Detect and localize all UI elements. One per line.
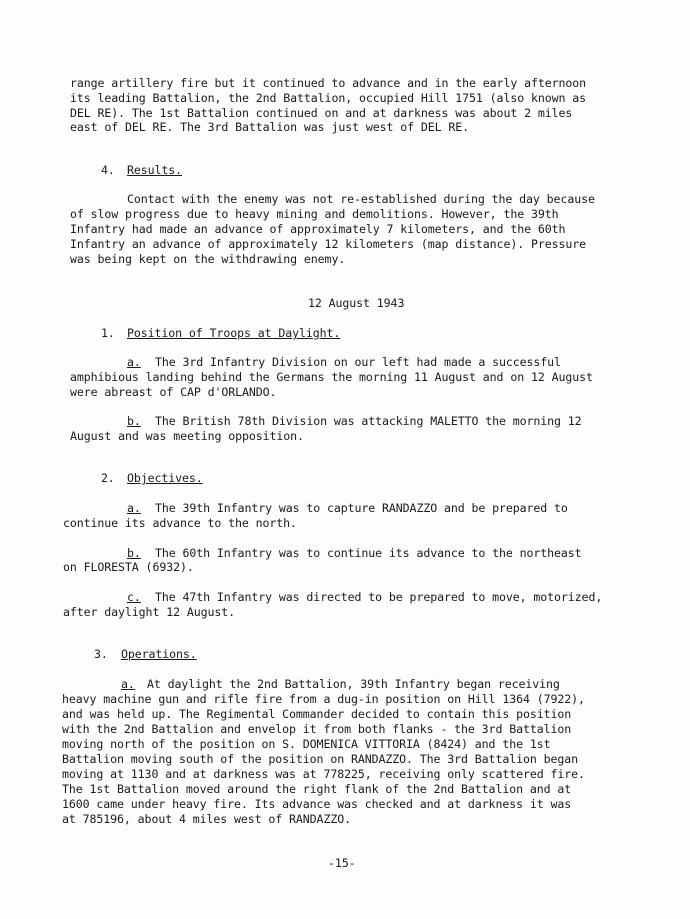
position-heading-number: 1.	[101, 326, 115, 340]
position-heading: Position of Troops at Daylight.	[127, 326, 341, 340]
operations-a-line-3: and was held up. The Regimental Commander decided to contain this position	[62, 707, 572, 721]
results-line-1: Contact with the enemy was not re-established during the day because	[127, 192, 595, 206]
results-line-2: of slow progress due to heavy mining and demolitions. However, the 39th	[70, 207, 559, 221]
continuation-line-1: range artillery fire but it continued to advance and in the early afternoon	[70, 76, 587, 90]
objectives-b-line-1: The 60th Infantry was to continue its advance to the northeast	[155, 546, 582, 560]
operations-a-line-9: 1600 came under heavy fire. Its advance was checked and at darkness it was	[62, 797, 572, 811]
operations-a-line-5: moving north of the position on S. DOMENICA VITTORIA (8424) and the 1st	[62, 737, 551, 751]
operations-a-line-2: heavy machine gun and rifle fire from a dug-in position on Hill 1364 (7922),	[62, 692, 585, 706]
operations-a-line-6: Battalion moving south of the position on RANDAZZO. The 3rd Battalion began	[62, 752, 579, 766]
position-a-line-2: amphibious landing behind the Germans the morning 11 August and on 12 August	[70, 370, 593, 384]
objectives-a-line-2: continue its advance to the north.	[63, 516, 297, 530]
position-a-line-3: were abreast of CAP d'ORLANDO.	[70, 385, 277, 399]
continuation-line-3: DEL RE). The 1st Battalion continued on and at darkness was about 2 miles	[70, 106, 573, 120]
position-a-label: a.	[127, 355, 141, 369]
position-b-label: b.	[127, 414, 141, 428]
operations-a-line-4: with the 2nd Battalion and envelop it from both flanks - the 3rd Battalion	[62, 722, 572, 736]
objectives-c-line-2: after daylight 12 August.	[63, 605, 236, 619]
objectives-a-line-1: The 39th Infantry was to capture RANDAZZO and be prepared to	[155, 501, 568, 515]
results-heading: Results.	[127, 163, 183, 177]
operations-heading: Operations.	[121, 647, 197, 661]
continuation-line-4: east of DEL RE. The 3rd Battalion was just west of DEL RE.	[70, 120, 470, 134]
objectives-b-line-2: on FLORESTA (6932).	[63, 560, 194, 574]
results-line-5: was being kept on the withdrawing enemy.	[70, 252, 346, 266]
objectives-a-label: a.	[127, 501, 141, 515]
objectives-c-line-1: The 47th Infantry was directed to be prepared to move, motorized,	[155, 590, 603, 604]
operations-a-line-8: The 1st Battalion moved around the right flank of the 2nd Battalion and at	[62, 782, 572, 796]
operations-a-label: a.	[121, 677, 135, 691]
position-a-line-1: The 3rd Infantry Division on our left had made a successful	[155, 355, 561, 369]
objectives-b-label: b.	[127, 546, 141, 560]
operations-a-line-10: at 785196, about 4 miles west of RANDAZZO.	[62, 812, 351, 826]
operations-a-line-1: At daylight the 2nd Battalion, 39th Infantry began receiving	[147, 677, 560, 691]
page-number: -15-	[328, 856, 356, 870]
continuation-line-2: its leading Battalion, the 2nd Battalion, occupied Hill 1751 (also known as	[70, 91, 587, 105]
operations-a-line-7: moving at 1130 and at darkness was at 778225, receiving only scattered fire.	[62, 767, 585, 781]
objectives-c-label: c.	[127, 590, 141, 604]
results-line-3: Infantry had made an advance of approximately 7 kilometers, and the 60th	[70, 222, 566, 236]
position-b-line-2: August and was meeting opposition.	[70, 429, 304, 443]
objectives-heading: Objectives.	[127, 471, 203, 485]
operations-heading-number: 3.	[94, 647, 108, 661]
results-line-4: Infantry an advance of approximately 12 kilometers (map distance). Pressure	[70, 237, 587, 251]
position-b-line-1: The British 78th Division was attacking MALETTO the morning 12	[155, 414, 582, 428]
date-heading: 12 August 1943	[308, 296, 405, 310]
results-heading-number: 4.	[101, 163, 115, 177]
objectives-heading-number: 2.	[101, 471, 115, 485]
